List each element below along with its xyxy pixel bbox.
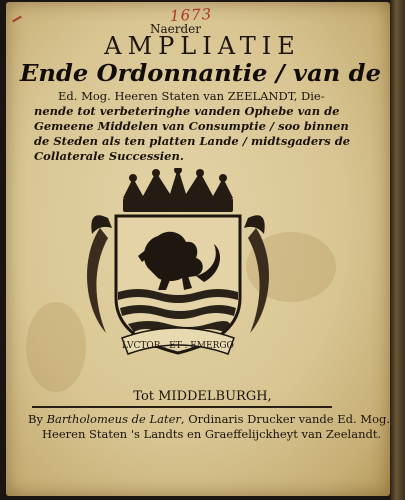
handwritten-note: 1673 [169, 4, 213, 26]
printer-name: Bartholomeus de Later [46, 412, 181, 426]
imprint-city: Tot MIDDELBURGH, [133, 389, 272, 404]
imprint-line-2: Heeren Staten 's Landts en Graeffelijckheyt van Zeelandt. [42, 427, 382, 441]
body-line-4: de Steden als ten platten Lande / midtsgaders de [34, 134, 351, 148]
body-line-2: nende tot verbeteringhe vanden Ophebe van de [34, 104, 340, 118]
imprint-line-1 [28, 412, 390, 426]
title-line-3: Ende Ordonnantie / van de [20, 60, 381, 87]
coat-of-arms-emblem [78, 168, 278, 368]
divider [32, 406, 332, 408]
imprint-line-1-rest: , Ordinaris Drucker vande Ed. Mog. [180, 412, 391, 426]
title-line-2: AMPLIATIE [104, 32, 301, 60]
title-line-1: Naerder [150, 22, 202, 36]
imprint-prefix: By [28, 412, 43, 426]
body-line-5: Collaterale Successien. [34, 149, 184, 163]
page-edge [390, 0, 405, 500]
crown-icon [123, 168, 233, 212]
crest-motto: LVCTOR . ET . EMERGO [122, 341, 234, 351]
body-line-3: Gemeene Middelen van Consumptie / soo binnen [34, 119, 349, 133]
body-line-1: Ed. Mog. Heeren Staten van ZEELANDT, Die- [58, 89, 325, 103]
